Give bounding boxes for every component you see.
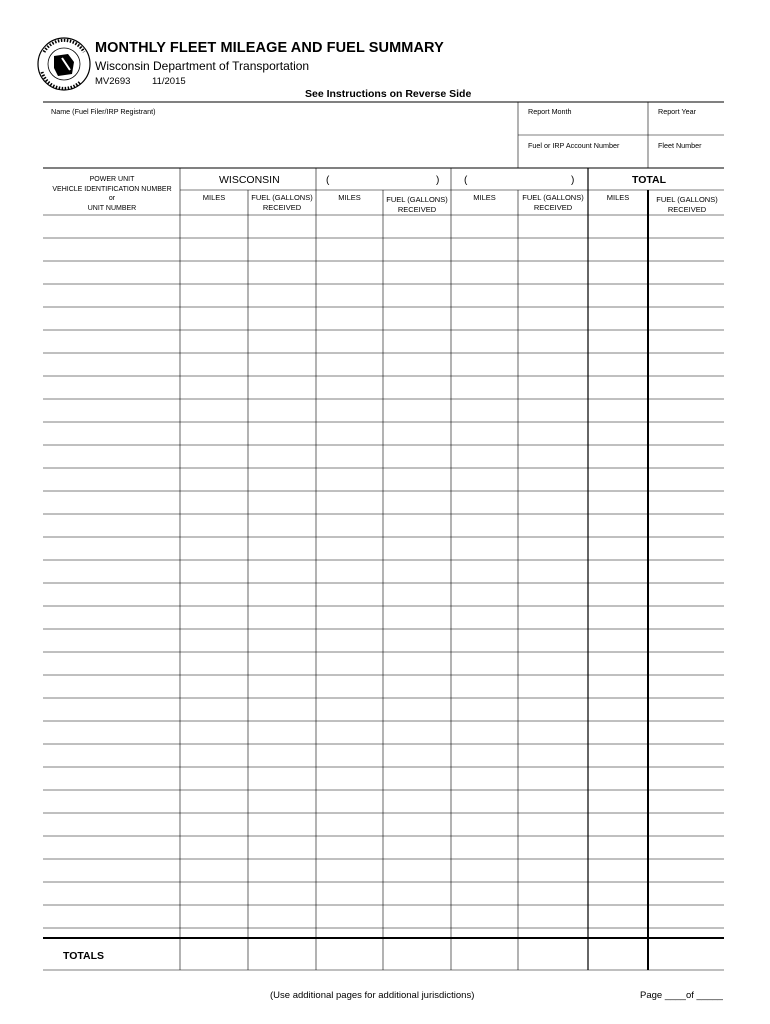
fuel-header-line-2: RECEIVED <box>533 203 573 212</box>
unit-header-line-4: UNIT NUMBER <box>87 204 137 212</box>
fuel-header-line-1: FUEL (GALLONS) <box>251 193 313 202</box>
department-name: Wisconsin Department of Transportation <box>95 59 310 73</box>
report-month-label: Report Month <box>528 107 572 116</box>
jurisdiction-1-open-paren: ( <box>326 175 330 186</box>
fuel-header-line-2: RECEIVED <box>667 205 707 214</box>
totals-row-label: TOTALS <box>63 950 105 962</box>
jurisdiction-1-miles-header: MILES <box>338 193 361 202</box>
fuel-header-line-1: FUEL (GALLONS) <box>386 195 448 204</box>
unit-header-line-1: POWER UNIT <box>89 176 135 183</box>
additional-pages-note: (Use additional pages for additional jurisdictions) <box>270 990 475 1001</box>
form-revision-date: 11/2015 <box>152 76 186 87</box>
fuel-header-line-2: RECEIVED <box>397 205 437 214</box>
total-header: TOTAL <box>632 174 667 186</box>
fleet-number-label: Fleet Number <box>658 141 702 150</box>
wisconsin-jurisdiction-header: WISCONSIN <box>219 174 280 186</box>
wisconsin-miles-header: MILES <box>202 193 226 202</box>
report-year-label: Report Year <box>658 107 696 116</box>
fuel-header-line-2: RECEIVED <box>262 203 302 212</box>
total-miles-header: MILES <box>606 193 630 202</box>
jurisdiction-2-open-paren: ( <box>464 175 468 186</box>
form-number: MV2693 <box>95 76 131 87</box>
unit-header-line-3: or <box>108 195 116 202</box>
form-title: MONTHLY FLEET MILEAGE AND FUEL SUMMARY <box>95 40 444 56</box>
fuel-header-line-1: FUEL (GALLONS) <box>522 193 584 202</box>
name-field-label: Name (Fuel Filer/IRP Registrant) <box>51 107 156 116</box>
jurisdiction-1-close-paren: ) <box>436 175 440 186</box>
fuel-header-line-1: FUEL (GALLONS) <box>656 195 718 204</box>
jurisdiction-2-close-paren: ) <box>571 175 575 186</box>
unit-header-line-2: VEHICLE IDENTIFICATION NUMBER <box>52 185 172 193</box>
jurisdiction-2-miles-header: MILES <box>473 193 496 202</box>
account-number-label: Fuel or IRP Account Number <box>528 141 620 150</box>
page-number-field[interactable]: Page ____of _____ <box>640 990 723 1001</box>
instructions-note: See Instructions on Reverse Side <box>305 88 472 100</box>
